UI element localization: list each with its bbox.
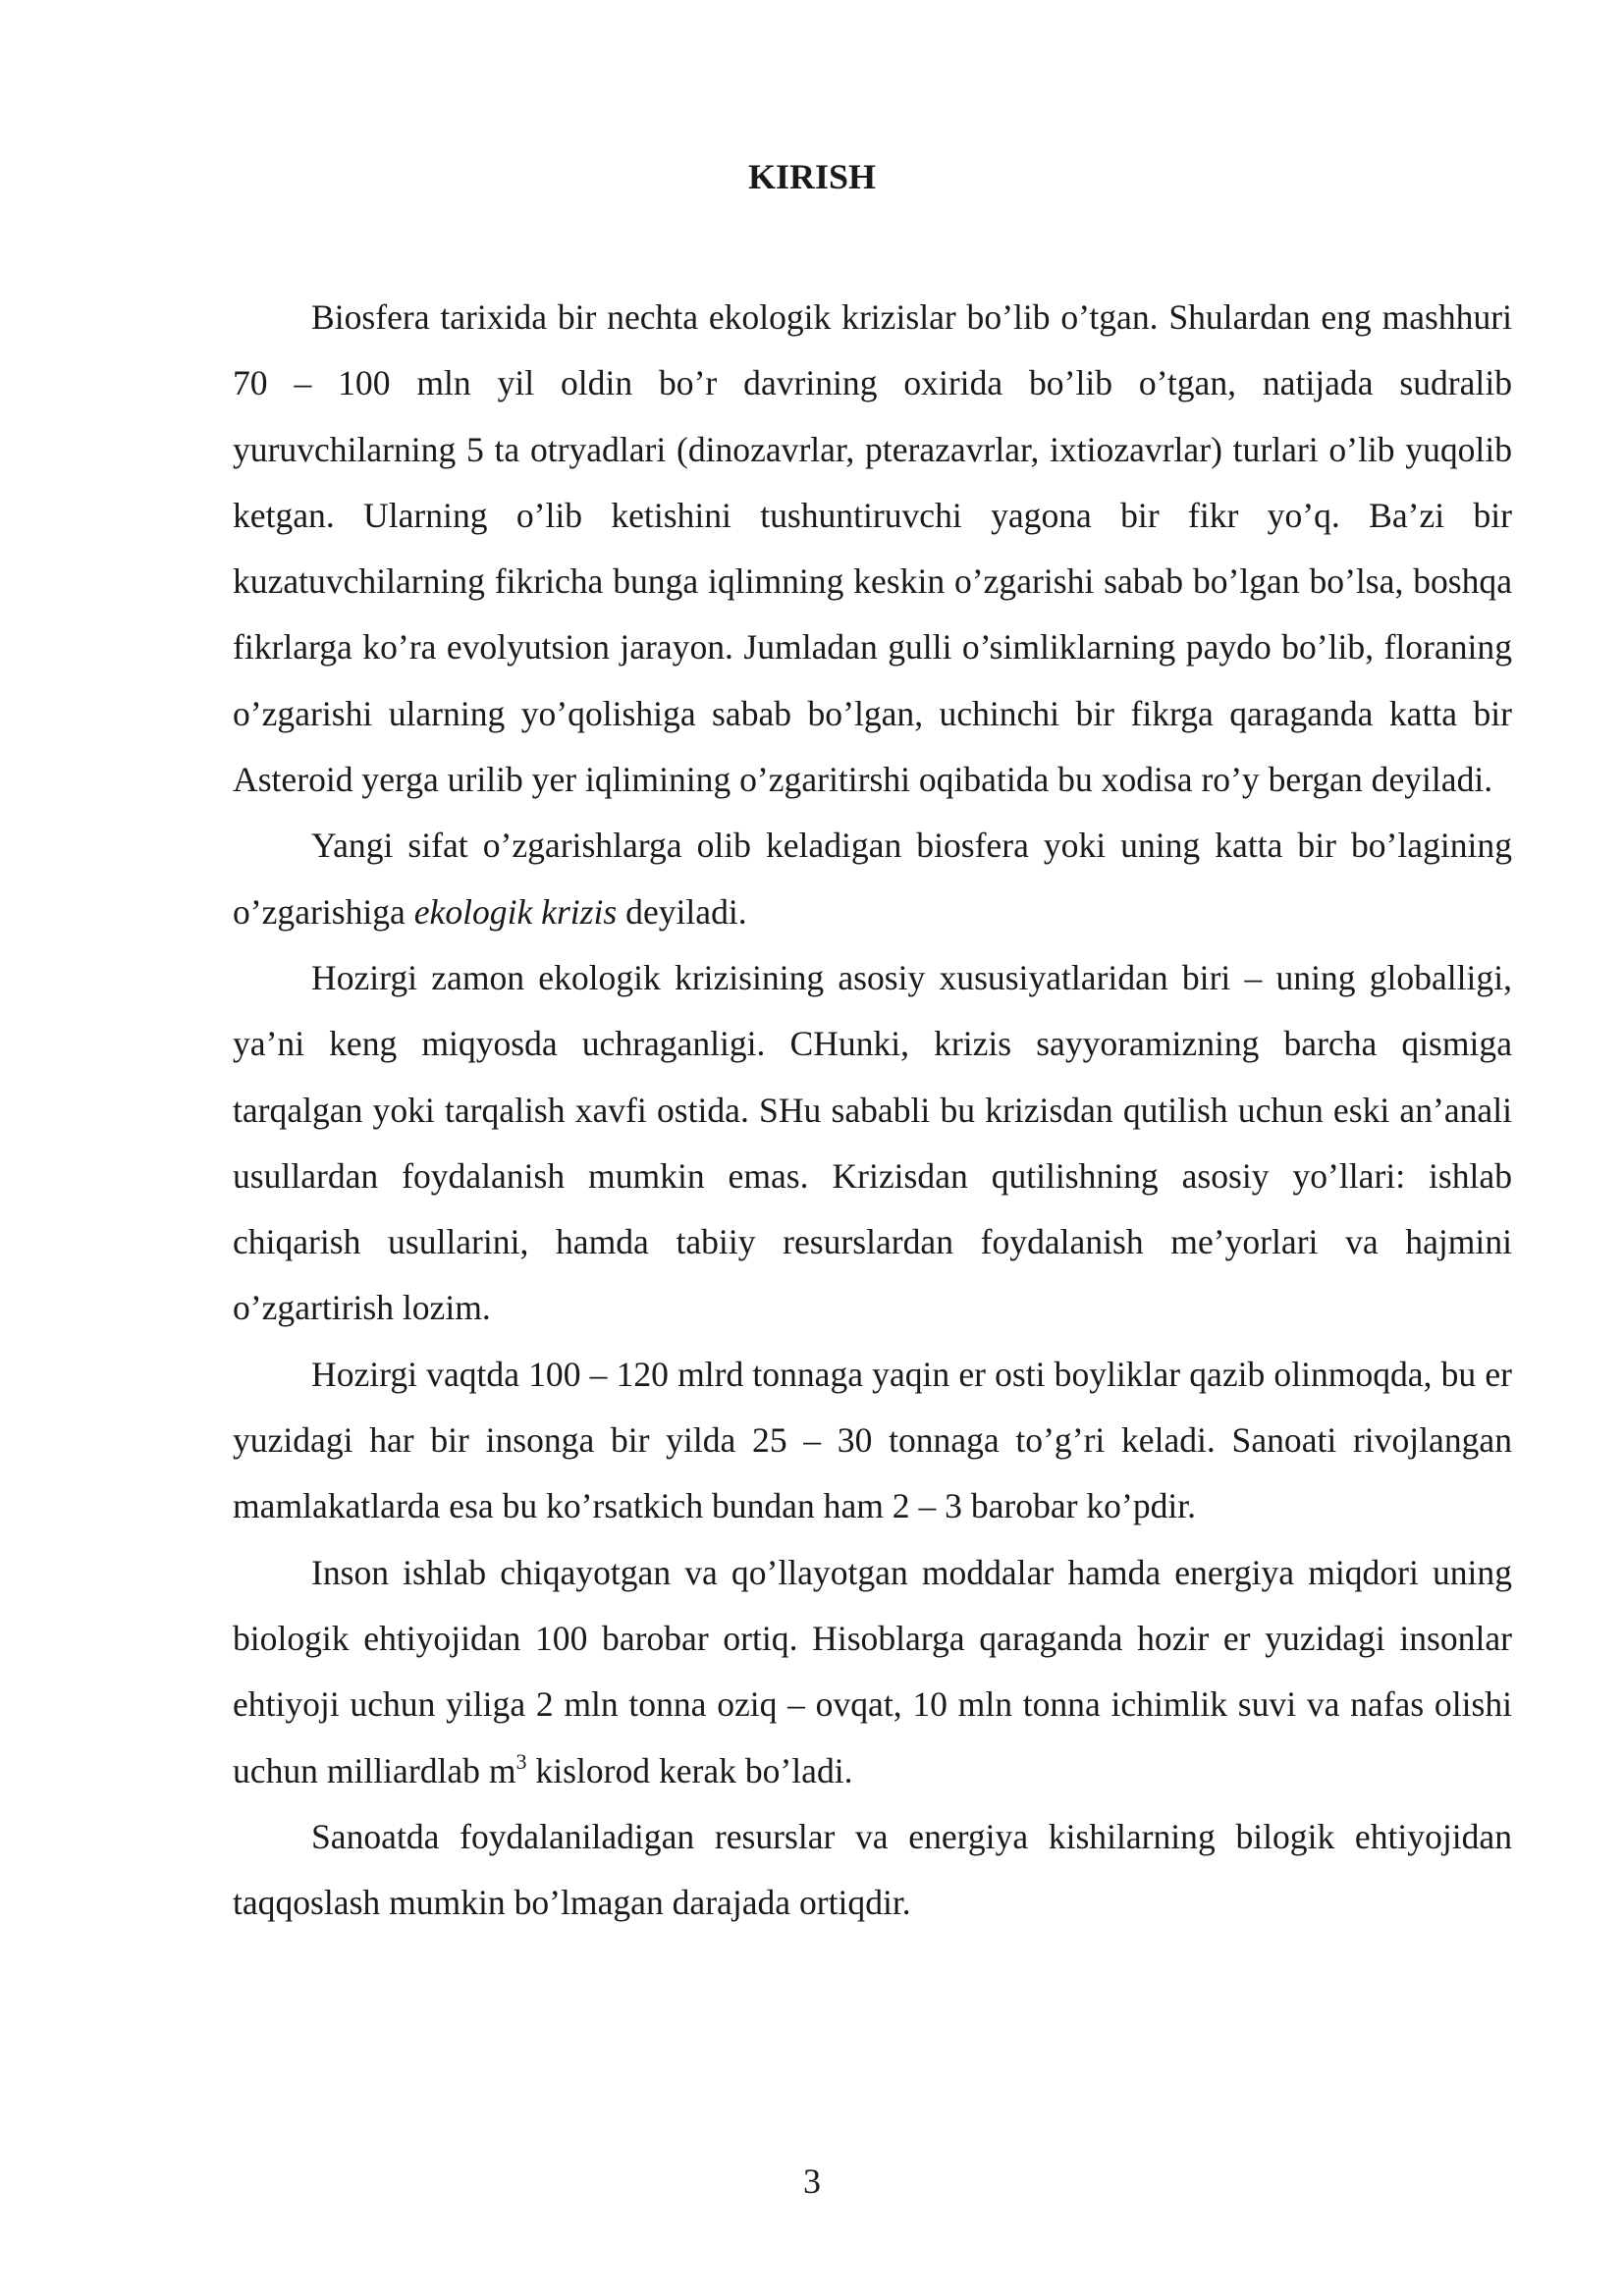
paragraph-5-text-before: Inson ishlab chiqayotgan va qo’llayotgan moddalar hamda energiya miqdori uning biologik ehtiyojidan 100 barobar ortiq. Hisoblarga qaraganda hozir er yuzidagi insonlar ehtiyoji uchun yiliga 2 mln tonna oziq – ovqat, 10 mln tonna ichimlik suvi va nafas olishi uchun milliardlab m xyxy=(233,1552,1512,1790)
superscript-exponent: 3 xyxy=(515,1748,527,1774)
paragraph-2-text-before: Yangi sifat o’zgarishlarga olib keladigan biosfera yoki uning katta bir bo’lagining o’zgarishiga xyxy=(233,826,1512,932)
paragraph-3: Hozirgi zamon ekologik krizisining asosiy xususiyatlaridan biri – uning globalligi, ya’ni keng miqyosda uchraganligi. CHunki, krizis sayyoramizning barcha qismiga tarqalgan yoki tarqalish xavfi ostida. SHu sababli bu krizisdan qutilish uchun eski an’anali usullardan foydalanish mumkin emas. Krizisdan qutilishning asosiy yo’llari: ishlab chiqarish usullarini, hamda tabiiy resurslardan foydalanish me’yorlari va hajmini o’zgartirish lozim. xyxy=(233,957,1512,1328)
document-body xyxy=(233,285,1512,1936)
emphasis-term: ekologik krizis xyxy=(413,891,618,932)
paragraph-2 xyxy=(233,813,1512,945)
paragraph-6: Sanoatda foydalaniladigan resurslar va energiya kishilarning bilogik ehtiyojidan taqqoslash mumkin bo’lmagan darajada ortiqdir. xyxy=(233,1816,1512,1923)
paragraph-4: Hozirgi vaqtda 100 – 120 mlrd tonnaga yaqin er osti boyliklar qazib olinmoqda, bu er yuzidagi har bir insonga bir yilda 25 – 30 tonnaga to’g’ri keladi. Sanoati rivojlangan mamlakatlarda esa bu ko’rsatkich bundan ham 2 – 3 barobar ko’pdir. xyxy=(233,1354,1512,1526)
paragraph-5-text-after: kislorod kerak bo’ladi. xyxy=(526,1750,853,1790)
page-title: KIRISH xyxy=(747,157,877,196)
page-number: 3 xyxy=(803,2162,821,2201)
paragraph-5 xyxy=(233,1540,1512,1804)
paragraph-1: Biosfera tarixida bir nechta ekologik krizislar bo’lib o’tgan. Shulardan eng mashhuri 70 – 100 mln yil oldin bo’r davrining oxirida bo’lib o’tgan, natijada sudralib yuruvchilarning 5 ta otryadlari (dinozavrlar, pterazavrlar, ixtiozavrlar) turlari o’lib yuqolib ketgan. Ularning o’lib ketishini tushuntiruvchi yagona bir fikr yo’q. Ba’zi bir kuzatuvchilarning fikricha bunga iqlimning keskin o’zgarishi sabab bo’lgan bo’lsa, boshqa fikrlarga ko’ra evolyutsion jarayon. Jumladan gulli o’simliklarning paydo bo’lib, floraning o’zgarishi ularning yo’qolishiga sabab bo’lgan, uchinchi bir fikrga qaraganda katta bir Asteroid yerga urilib yer iqlimining o’zgaritirshi oqibatida bu xodisa ro’y bergan deyiladi. xyxy=(233,297,1512,800)
paragraph-2-text-after: deyiladi. xyxy=(617,891,747,932)
